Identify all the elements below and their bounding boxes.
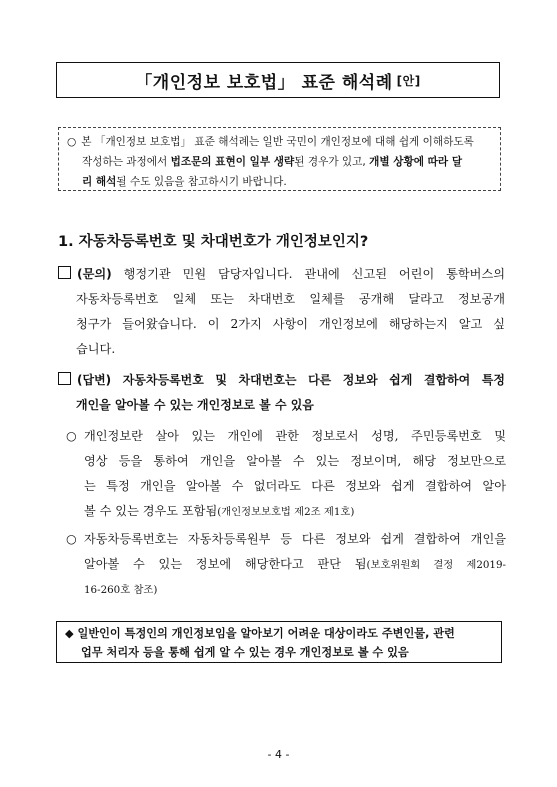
- document-title-box: [56, 62, 500, 98]
- circle-bullet-icon: ○: [67, 136, 77, 148]
- key-point-box: ◆ 일반인이 특정인의 개인정보임을 알아보기 어려운 대상이라도 주변인물, 관련 업무 처리자 등을 통해 쉽게 알 수 있는 경우 개인정보로 볼 수 있음: [56, 621, 502, 663]
- answer-paragraph: (답변) 자동차등록번호 및 차대번호는 다른 정보와 쉽게 결합하여 특정 개인을 알아볼 수 있는 개인정보로 볼 수 있음: [58, 368, 505, 418]
- checkbox-square-icon: [58, 372, 71, 385]
- notice-line-1: ○ 본 「개인정보 보호법」 표준 해석례는 일반 국민이 개인정보에 대해 쉽게 이해하도록: [67, 136, 474, 148]
- point-1: ○ 개인정보란 살아 있는 개인에 관한 정보로서 성명, 주민등록번호 및 영상 등을 통하여 개인을 알아볼 수 있는 정보이며, 해당 정보만으로 는 특정 개인을 알아볼 수 없더라도 다른 정보와 쉽게 결합하여 알아 볼 수 있는 경우도 포함됨(개인정보보호법 제2조 제1호): [66, 424, 506, 525]
- diamond-bullet-icon: ◆: [65, 627, 74, 640]
- notice-box: [58, 127, 501, 191]
- page-number: - 4 -: [267, 748, 290, 761]
- point-2: ○ 자동차등록번호는 자동차등록원부 등 다른 정보와 쉽게 결합하여 개인을 알아볼 수 있는 정보에 해당한다고 판단 됨(보호위원회 결정 제2019- 16-260호 참조): [66, 527, 506, 603]
- document-title-suffix: [안]: [396, 73, 421, 88]
- notice-line-2: 작성하는 과정에서 법조문의 표현이 일부 생략된 경우가 있고, 개별 상황에 따라 달: [82, 156, 463, 168]
- circle-bullet-icon: ○: [66, 532, 77, 546]
- inquiry-paragraph: (문의) 행정기관 민원 담당자입니다. 관내에 신고된 어린이 통학버스의 자동차등록번호 일체 또는 차대번호 일체를 공개해 달라고 정보공개 청구가 들어왔습니다. 이 2가지 사항이 개인정보에 해당하는지 알고 싶 습니다.: [58, 262, 505, 362]
- circle-bullet-icon: ○: [66, 429, 77, 443]
- checkbox-square-icon: [58, 266, 71, 279]
- question-title: 1. 자동차등록번호 및 차대번호가 개인정보인지?: [58, 234, 369, 250]
- inquiry-label: (문의): [77, 267, 112, 281]
- notice-line-3: 리 해석될 수도 있음을 참고하시기 바랍니다.: [82, 176, 287, 188]
- document-title: 「개인정보 보호법」 표준 해석례: [135, 72, 393, 93]
